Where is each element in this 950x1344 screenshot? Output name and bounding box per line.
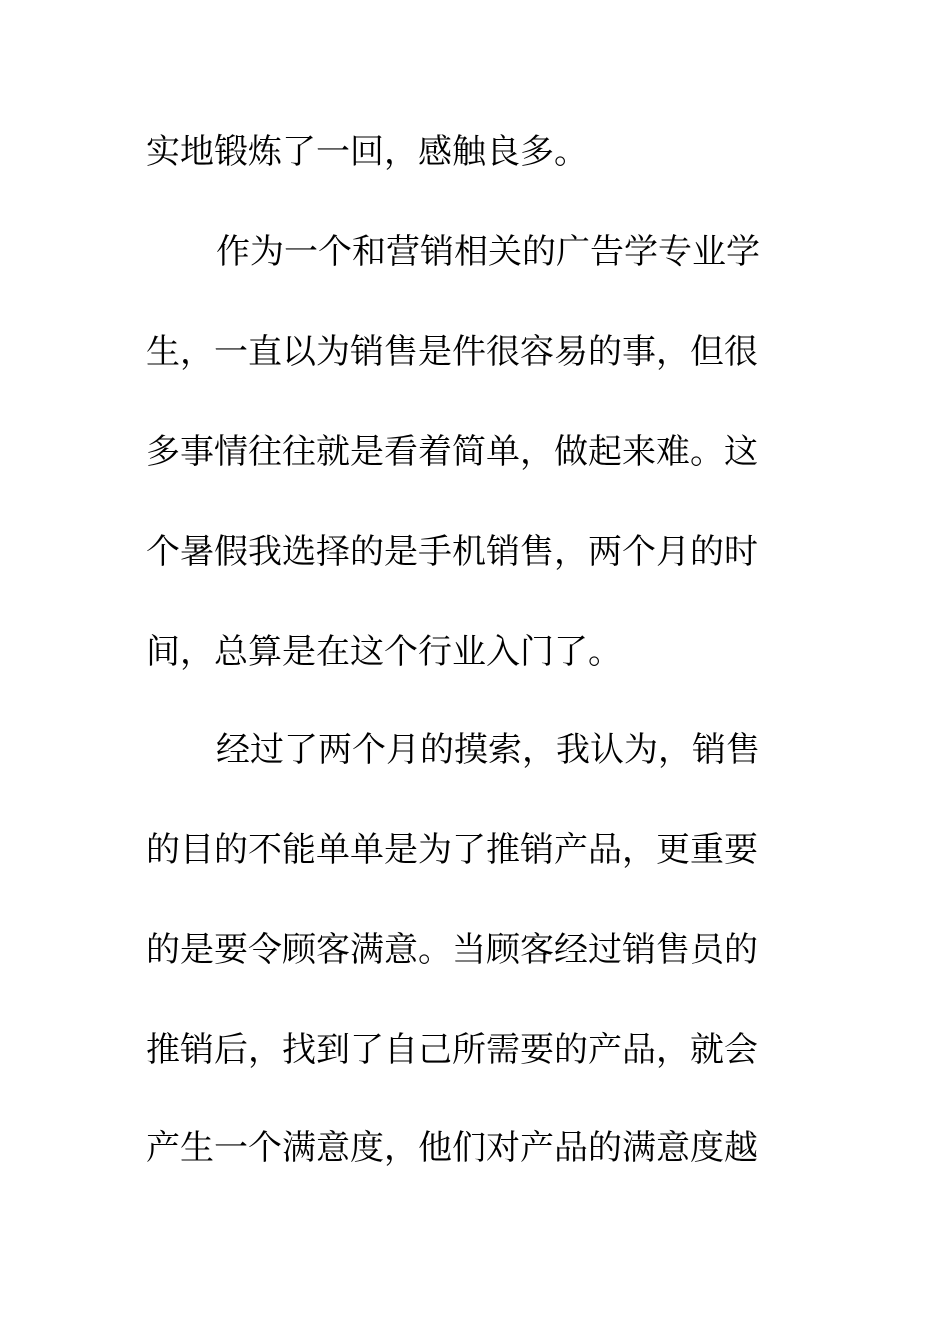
paragraph-first-line: 经过了两个月的摸索，我认为，销售: [216, 730, 760, 770]
text-line: 的是要令顾客满意。当顾客经过销售员的: [146, 930, 758, 970]
text-line: 生，一直以为销售是件很容易的事，但很: [146, 332, 758, 372]
text-line: 的目的不能单单是为了推销产品，更重要: [146, 830, 758, 870]
text-line: 产生一个满意度，他们对产品的满意度越: [146, 1128, 758, 1168]
text-line: 个暑假我选择的是手机销售，两个月的时: [146, 532, 758, 572]
text-line: 多事情往往就是看着简单，做起来难。这: [146, 432, 758, 472]
text-line: 实地锻炼了一回，感触良多。: [146, 132, 588, 172]
text-line: 间，总算是在这个行业入门了。: [146, 632, 622, 672]
text-line: 推销后，找到了自己所需要的产品，就会: [146, 1030, 758, 1070]
paragraph-first-line: 作为一个和营销相关的广告学专业学: [216, 232, 760, 272]
